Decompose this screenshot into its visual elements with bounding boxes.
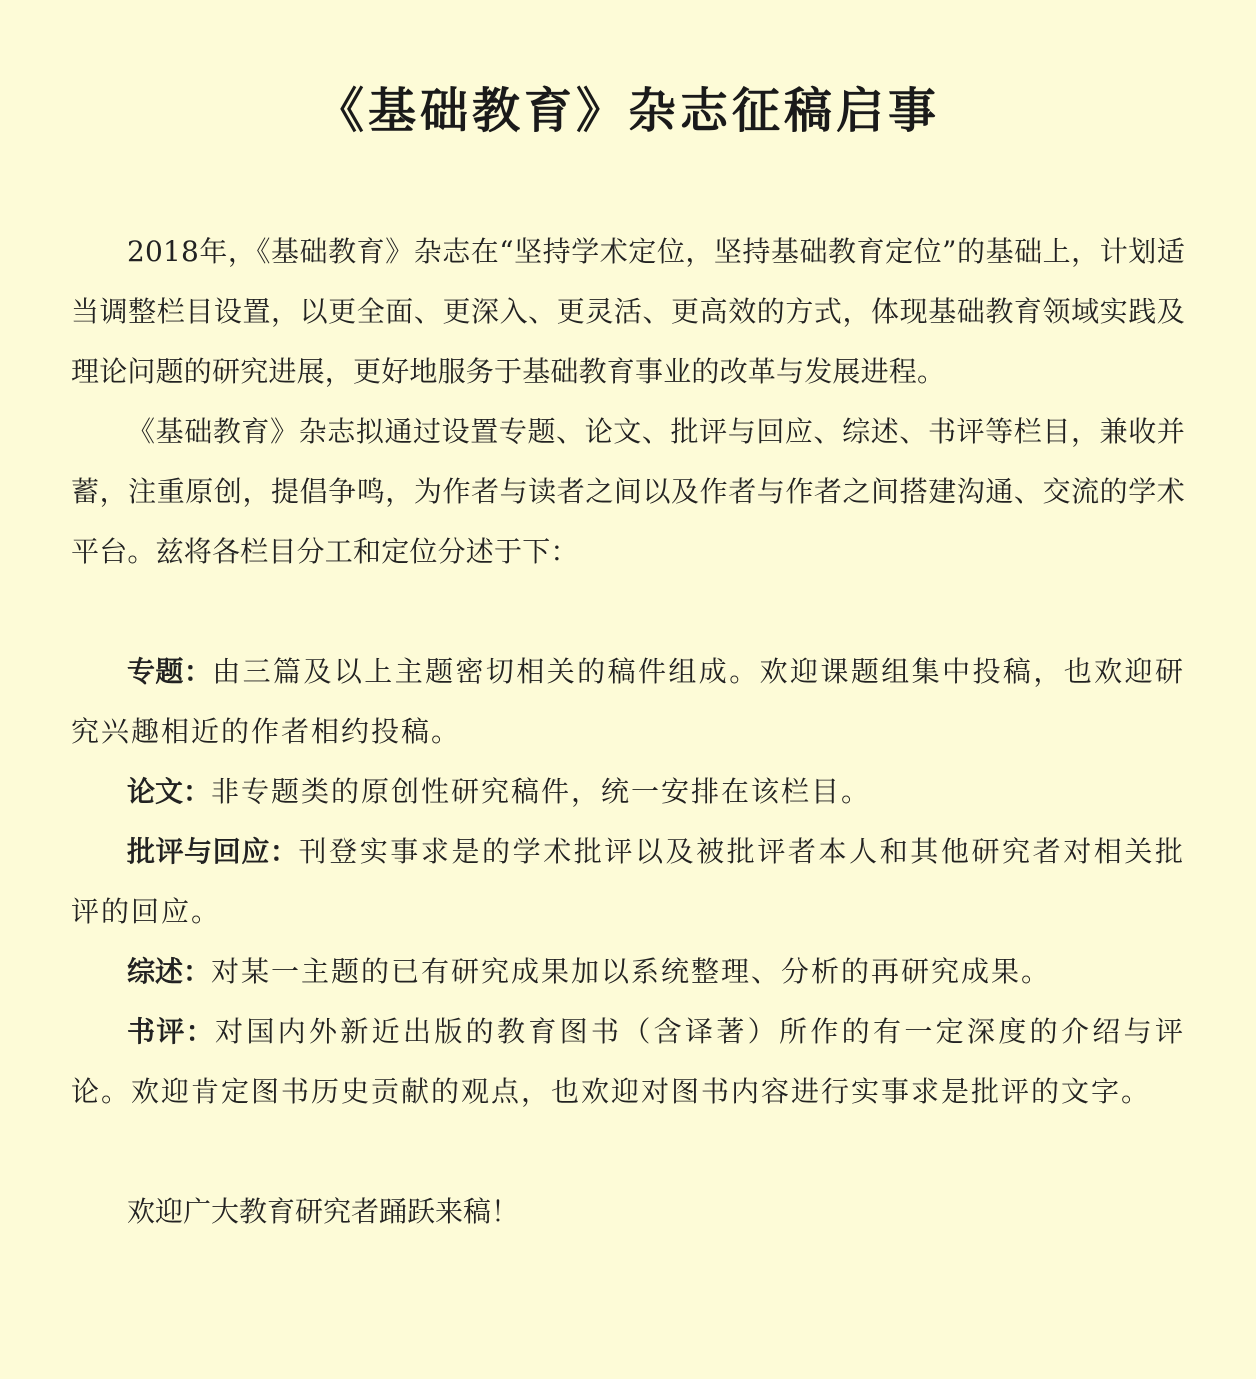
column-item-paper (71, 762, 1185, 822)
column-name: 书评： (127, 1015, 215, 1048)
closing-line: 欢迎广大教育研究者踊跃来稿！ (127, 1195, 520, 1228)
column-description: 对某一主题的已有研究成果加以系统整理、分析的再研究成果。 (211, 955, 1052, 988)
column-name: 批评与回应： (127, 835, 299, 868)
intro-paragraph: 2018年，《基础教育》杂志在“坚持学术定位，坚持基础教育定位”的基础上，计划适当调整栏目设置，以更全面、更深入、更灵活、更高效的方式，体现基础教育领域实践及理论问题的研究进展，更好地服务于基础教育事业的改革与发展进程。 (71, 235, 1185, 388)
column-description: 非专题类的原创性研究稿件，统一安排在该栏目。 (211, 775, 872, 808)
column-name: 专题： (127, 655, 213, 688)
column-description: 对国内外新近出版的教育图书（含译著）所作的有一定深度的介绍与评论。欢迎肯定图书历史贡献的观点，也欢迎对图书内容进行实事求是批评的文字。 (71, 1015, 1185, 1108)
intro-section (71, 222, 1185, 582)
column-item-critique (71, 822, 1185, 942)
column-list (71, 642, 1185, 1122)
column-item-review (71, 942, 1185, 1002)
column-name: 综述： (127, 955, 212, 988)
intro-paragraph: 《基础教育》杂志拟通过设置专题、论文、批评与回应、综述、书评等栏目，兼收并蓄，注重原创，提倡争鸣，为作者与读者之间以及作者与作者之间搭建沟通、交流的学术平台。兹将各栏目分工和定位分述于下： (71, 415, 1185, 568)
column-name: 论文： (127, 775, 212, 808)
page-title: 《基础教育》杂志征稿启事 (315, 83, 940, 139)
column-description: 刊登实事求是的学术批评以及被批评者本人和其他研究者对相关批评的回应。 (71, 835, 1185, 928)
column-description: 由三篇及以上主题密切相关的稿件组成。欢迎课题组集中投稿，也欢迎研究兴趣相近的作者相约投稿。 (71, 655, 1185, 748)
column-item-topic (71, 642, 1185, 762)
column-item-book-review (71, 1002, 1185, 1122)
